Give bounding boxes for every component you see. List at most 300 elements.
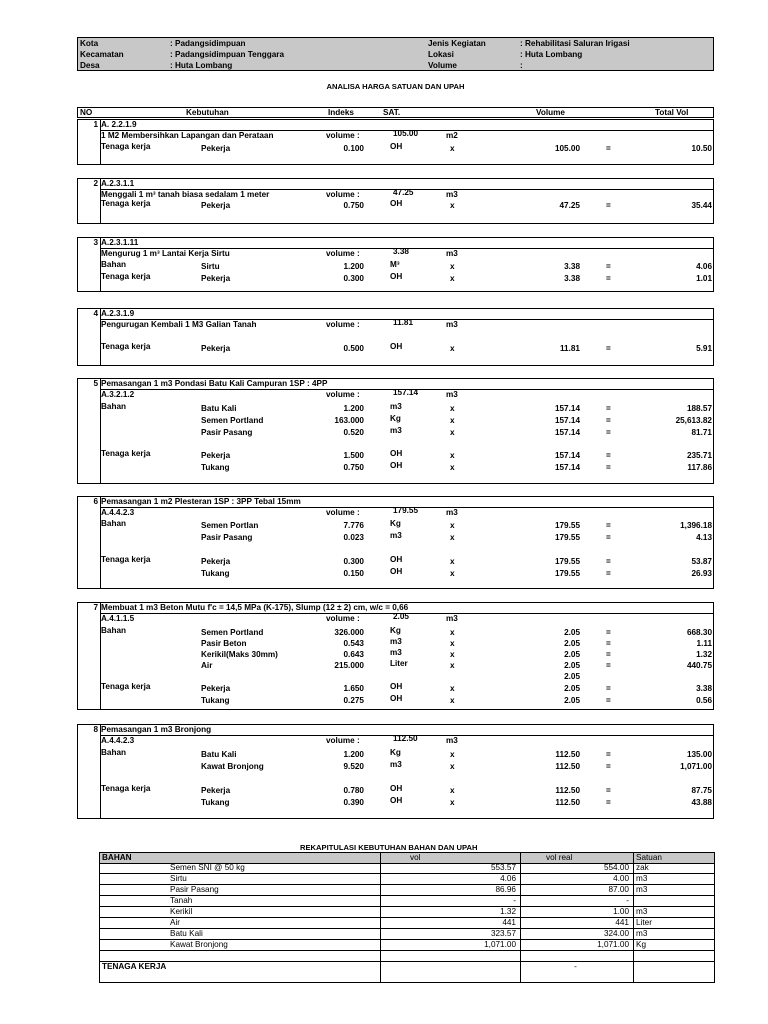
block-code: Membuat 1 m3 Beton Mutu f'c = 14,5 MPa (K-175), Slump (12 ± 2) cm, w/c = 0,66 bbox=[101, 603, 409, 612]
row-sat: m3 bbox=[390, 648, 402, 657]
volume-value: 47.25 bbox=[393, 188, 414, 197]
row-volume: 47.25 bbox=[559, 201, 580, 210]
col-volume: Volume bbox=[536, 108, 565, 117]
col-no: NO bbox=[80, 108, 93, 117]
row-sat: OH bbox=[390, 682, 403, 691]
recap-vol-real: 1.00 bbox=[613, 907, 629, 916]
row-item: Pekerja bbox=[201, 451, 231, 460]
row-x: x bbox=[450, 262, 455, 271]
row-equals: = bbox=[606, 628, 611, 637]
row-sat: Kg bbox=[390, 519, 401, 528]
row-index: 0.023 bbox=[343, 533, 364, 542]
volume-value: 11.81 bbox=[393, 318, 414, 327]
row-volume: 112.50 bbox=[555, 798, 580, 807]
recap-row bbox=[100, 940, 714, 951]
recap-satuan: m3 bbox=[636, 907, 648, 916]
recap-satuan: Liter bbox=[636, 918, 652, 927]
recap-head-volreal: vol real bbox=[546, 853, 573, 862]
column-header bbox=[77, 107, 714, 118]
label-jenis-kegiatan: Jenis Kegiatan bbox=[428, 39, 486, 48]
row-equals: = bbox=[606, 650, 611, 659]
row-total: 87.75 bbox=[691, 786, 712, 795]
row-equals: = bbox=[606, 463, 611, 472]
recap-row bbox=[100, 951, 714, 962]
label-kota: Kota bbox=[80, 39, 99, 48]
row-item: Kawat Bronjong bbox=[201, 762, 264, 771]
analysis-block-3 bbox=[77, 237, 714, 292]
row-index: 0.300 bbox=[343, 274, 364, 283]
row-volume: 179.55 bbox=[554, 533, 580, 542]
value-lokasi: : Huta Lombang bbox=[520, 50, 583, 59]
row-item: Pekerja bbox=[201, 684, 231, 693]
row-total: 1.32 bbox=[696, 650, 712, 659]
row-equals: = bbox=[606, 274, 611, 283]
block-name: 1 M2 Membersihkan Lapangan dan Perataan bbox=[101, 131, 274, 140]
row-x: x bbox=[450, 750, 455, 759]
row-sat: OH bbox=[390, 555, 403, 564]
header-row-kota bbox=[78, 38, 713, 49]
row-total: 53.87 bbox=[691, 557, 712, 566]
volume-unit: m3 bbox=[446, 249, 458, 258]
row-group: Bahan bbox=[101, 402, 127, 411]
row-group: Bahan bbox=[101, 626, 127, 635]
volume-value: 157.14 bbox=[393, 388, 419, 397]
block-number: 5 bbox=[93, 379, 98, 388]
row-sat: Kg bbox=[390, 748, 401, 757]
label-kecamatan: Kecamatan bbox=[80, 50, 124, 59]
row-total: 4.06 bbox=[696, 262, 712, 271]
block-number: 7 bbox=[93, 603, 98, 612]
row-x: x bbox=[450, 416, 455, 425]
row-item: Pekerja bbox=[201, 201, 231, 210]
volume-unit: m2 bbox=[446, 131, 458, 140]
recap-material: Pasir Pasang bbox=[170, 885, 219, 894]
volume-label: volume : bbox=[326, 390, 360, 399]
block-code: Pemasangan 1 m2 Plesteran 1SP : 3PP Tebal 15mm bbox=[101, 497, 301, 506]
row-equals: = bbox=[606, 416, 611, 425]
row-equals: = bbox=[606, 750, 611, 759]
volume-label: volume : bbox=[326, 320, 360, 329]
row-sat: OH bbox=[390, 694, 403, 703]
row-index: 9.520 bbox=[343, 762, 364, 771]
row-volume: 179.55 bbox=[554, 557, 580, 566]
row-volume: 2.05 bbox=[564, 639, 580, 648]
recap-row bbox=[100, 918, 714, 929]
project-info-header bbox=[77, 37, 714, 71]
row-x: x bbox=[450, 144, 455, 153]
row-total: 3.38 bbox=[696, 684, 712, 693]
row-volume: 112.50 bbox=[555, 750, 580, 759]
row-x: x bbox=[450, 639, 455, 648]
row-volume: 112.50 bbox=[555, 762, 580, 771]
volume-unit: m3 bbox=[446, 736, 458, 745]
block-code: A. 2.2.1.9 bbox=[101, 120, 137, 129]
row-volume: 112.50 bbox=[555, 786, 580, 795]
volume-unit: m3 bbox=[446, 614, 458, 623]
row-item: Pekerja bbox=[201, 144, 231, 153]
row-total: 440.75 bbox=[686, 661, 712, 670]
recap-vol-real: 4.00 bbox=[613, 874, 629, 883]
analysis-block-6 bbox=[77, 496, 714, 589]
row-item: Pasir Beton bbox=[201, 639, 247, 648]
recap-row bbox=[100, 929, 714, 940]
row-sat: OH bbox=[390, 796, 403, 805]
recap-vol: 323.57 bbox=[490, 929, 516, 938]
row-sat: m3 bbox=[390, 402, 402, 411]
value-jenis-kegiatan: : Rehabilitasi Saluran Irigasi bbox=[520, 39, 630, 48]
row-x: x bbox=[450, 569, 455, 578]
row-total: 1.01 bbox=[696, 274, 712, 283]
row-index: 0.500 bbox=[343, 344, 364, 353]
row-group: Tenaga kerja bbox=[101, 784, 151, 793]
volume-value: 3.38 bbox=[393, 247, 409, 256]
row-index: 0.750 bbox=[343, 463, 364, 472]
recap-row bbox=[100, 874, 714, 885]
row-item: Batu Kali bbox=[201, 404, 237, 413]
value-kecamatan: : Padangsidimpuan Tenggara bbox=[170, 50, 285, 59]
row-index: 1.200 bbox=[343, 750, 364, 759]
row-volume: 11.81 bbox=[559, 344, 580, 353]
block-name: A.3.2.1.2 bbox=[101, 390, 135, 399]
row-total: 1.11 bbox=[696, 639, 712, 648]
recap-vol: 1,071.00 bbox=[484, 940, 516, 949]
recap-row bbox=[100, 896, 714, 907]
row-item: Air bbox=[201, 661, 213, 670]
row-volume: 2.05 bbox=[564, 661, 580, 670]
row-x: x bbox=[450, 762, 455, 771]
volume-label: volume : bbox=[326, 508, 360, 517]
header-row-kecamatan bbox=[78, 49, 713, 60]
col-indeks: Indeks bbox=[328, 108, 354, 117]
value-desa: : Huta Lombang bbox=[170, 61, 233, 70]
row-index: 0.780 bbox=[343, 786, 364, 795]
row-volume: 2.05 bbox=[564, 684, 580, 693]
block-code: Pemasangan 1 m3 Bronjong bbox=[101, 725, 212, 734]
row-total: 235.71 bbox=[686, 451, 712, 460]
row-index: 0.100 bbox=[343, 144, 364, 153]
block-code: A.2.3.1.11 bbox=[101, 238, 139, 247]
volume-label: volume : bbox=[326, 736, 360, 745]
row-index: 0.750 bbox=[343, 201, 364, 210]
recap-row-tenaga-kerja bbox=[100, 962, 714, 973]
row-item: Semen Portlan bbox=[201, 521, 259, 530]
block-name: A.4.1.1.5 bbox=[101, 614, 135, 623]
row-volume: 2.05 bbox=[564, 696, 580, 705]
row-group: Tenaga kerja bbox=[101, 342, 151, 351]
analysis-block-5 bbox=[77, 378, 714, 484]
block-code: A.2.3.1.9 bbox=[101, 309, 135, 318]
row-volume: 157.14 bbox=[554, 428, 580, 437]
recap-head-vol: vol bbox=[410, 853, 421, 862]
analysis-block-4 bbox=[77, 308, 714, 366]
row-total: 10.50 bbox=[691, 144, 712, 153]
row-equals: = bbox=[606, 144, 611, 153]
row-total: 1,396.18 bbox=[680, 521, 712, 530]
row-x: x bbox=[450, 274, 455, 283]
recap-material: Tanah bbox=[170, 896, 193, 905]
row-group: Tenaga kerja bbox=[101, 199, 151, 208]
row-item: Pekerja bbox=[201, 786, 231, 795]
recap-tenaga-real: - bbox=[574, 962, 577, 971]
row-equals: = bbox=[606, 428, 611, 437]
row-sat: OH bbox=[390, 449, 403, 458]
row-total: 81.71 bbox=[691, 428, 712, 437]
block-number: 8 bbox=[93, 725, 98, 734]
row-sat: M³ bbox=[390, 260, 400, 269]
row-total: 1,071.00 bbox=[680, 762, 712, 771]
analysis-block-2 bbox=[77, 178, 714, 224]
volume-unit: m3 bbox=[446, 190, 458, 199]
row-group: Tenaga kerja bbox=[101, 449, 151, 458]
row-equals: = bbox=[606, 344, 611, 353]
volume-value: 2.05 bbox=[393, 612, 409, 621]
row-equals: = bbox=[606, 201, 611, 210]
row-x: x bbox=[450, 786, 455, 795]
block-name: Pengurugan Kembali 1 M3 Galian Tanah bbox=[101, 320, 257, 329]
row-item: Pasir Pasang bbox=[201, 428, 253, 437]
row-group: Bahan bbox=[101, 519, 127, 528]
analysis-block-1 bbox=[77, 119, 714, 165]
row-item: Tukang bbox=[201, 569, 230, 578]
col-total-vol: Total Vol bbox=[655, 108, 689, 117]
row-item: Semen Portland bbox=[201, 416, 264, 425]
row-x: x bbox=[450, 557, 455, 566]
block-name: A.4.4.2.3 bbox=[101, 508, 135, 517]
recap-satuan: zak bbox=[636, 863, 649, 872]
row-sat: OH bbox=[390, 142, 403, 151]
row-total: 43.88 bbox=[691, 798, 712, 807]
row-equals: = bbox=[606, 661, 611, 670]
row-equals: = bbox=[606, 533, 611, 542]
row-total: 0.56 bbox=[696, 696, 712, 705]
row-index: 0.643 bbox=[343, 650, 364, 659]
recap-row bbox=[100, 885, 714, 896]
volume-unit: m3 bbox=[446, 390, 458, 399]
recap-vol-real: 554.00 bbox=[603, 863, 629, 872]
block-number: 1 bbox=[93, 120, 98, 129]
row-x: x bbox=[450, 404, 455, 413]
row-index: 0.520 bbox=[343, 428, 364, 437]
volume-unit: m3 bbox=[446, 320, 458, 329]
row-index: 7.776 bbox=[343, 521, 364, 530]
row-sat: Kg bbox=[390, 414, 401, 423]
recap-vol: 1.32 bbox=[500, 907, 516, 916]
row-total: 35.44 bbox=[691, 201, 712, 210]
block-number: 6 bbox=[93, 497, 98, 506]
row-x: x bbox=[450, 428, 455, 437]
row-x: x bbox=[450, 696, 455, 705]
row-item: Semen Portland bbox=[201, 628, 264, 637]
row-volume: 157.14 bbox=[554, 451, 580, 460]
recap-satuan: m3 bbox=[636, 874, 648, 883]
row-item: Tukang bbox=[201, 696, 230, 705]
block-number: 2 bbox=[93, 179, 98, 188]
recap-vol-real: 441 bbox=[615, 918, 629, 927]
block-name: A.4.4.2.3 bbox=[101, 736, 135, 745]
recap-vol-real: 1,071.00 bbox=[597, 940, 629, 949]
block-code: A.2.3.1.1 bbox=[101, 179, 135, 188]
row-equals: = bbox=[606, 569, 611, 578]
row-x: x bbox=[450, 344, 455, 353]
row-volume: 157.14 bbox=[554, 463, 580, 472]
row-sat: OH bbox=[390, 567, 403, 576]
row-sat: OH bbox=[390, 342, 403, 351]
row-x: x bbox=[450, 463, 455, 472]
recap-material: Air bbox=[170, 918, 181, 927]
row-sat: Liter bbox=[390, 659, 408, 668]
row-group: Tenaga kerja bbox=[101, 142, 151, 151]
label-lokasi: Lokasi bbox=[428, 50, 454, 59]
recap-satuan: m3 bbox=[636, 885, 648, 894]
recap-material: Semen SNI @ 50 kg bbox=[170, 863, 245, 872]
volume-label: volume : bbox=[326, 190, 360, 199]
row-total: 26.93 bbox=[691, 569, 712, 578]
recap-material: Kerikil bbox=[170, 907, 193, 916]
row-total: 4.13 bbox=[696, 533, 712, 542]
row-x: x bbox=[450, 201, 455, 210]
row-x: x bbox=[450, 661, 455, 670]
row-item: Pekerja bbox=[201, 344, 231, 353]
value-kota: : Padangsidimpuan bbox=[170, 39, 246, 48]
row-x: x bbox=[450, 628, 455, 637]
col-sat: SAT. bbox=[383, 108, 401, 117]
recap-tenaga-label: TENAGA KERJA bbox=[102, 962, 167, 971]
block-number: 4 bbox=[93, 309, 98, 318]
row-equals: = bbox=[606, 521, 611, 530]
label-desa: Desa bbox=[80, 61, 100, 70]
analysis-block-8 bbox=[77, 724, 714, 819]
row-item: Pekerja bbox=[201, 557, 231, 566]
volume-unit: m3 bbox=[446, 508, 458, 517]
recap-vol: 553.57 bbox=[490, 863, 516, 872]
header-row-desa bbox=[78, 60, 713, 71]
row-total: 117.86 bbox=[687, 463, 712, 472]
row-volume: 2.05 bbox=[564, 628, 580, 637]
recap-row bbox=[100, 907, 714, 918]
row-index: 0.275 bbox=[343, 696, 364, 705]
row-equals: = bbox=[606, 798, 611, 807]
block-name: Mengurug 1 m³ Lantai Kerja Sirtu bbox=[101, 249, 230, 258]
row-index: 0.150 bbox=[343, 569, 364, 578]
row-total: 188.57 bbox=[686, 404, 712, 413]
row-index: 215.000 bbox=[334, 661, 364, 670]
volume-label: volume : bbox=[326, 614, 360, 623]
row-x: x bbox=[450, 451, 455, 460]
page-title: ANALISA HARGA SATUAN DAN UPAH bbox=[326, 82, 465, 91]
value-volume: : bbox=[520, 61, 523, 70]
row-index: 0.543 bbox=[343, 639, 364, 648]
volume-label: volume : bbox=[326, 249, 360, 258]
row-sat: m3 bbox=[390, 637, 402, 646]
block-number: 3 bbox=[93, 238, 98, 247]
recap-vol: - bbox=[513, 896, 516, 905]
row-equals: = bbox=[606, 404, 611, 413]
volume-value: 105.00 bbox=[393, 129, 419, 138]
row-index: 326.000 bbox=[334, 628, 364, 637]
row-sat: Kg bbox=[390, 626, 401, 635]
row-equals: = bbox=[606, 262, 611, 271]
row-index: 1.200 bbox=[343, 404, 364, 413]
row-item: Tukang bbox=[201, 463, 230, 472]
row-sat: OH bbox=[390, 272, 403, 281]
row-item: Batu Kali bbox=[201, 750, 237, 759]
row-equals: = bbox=[606, 696, 611, 705]
recap-satuan: Kg bbox=[636, 940, 647, 949]
row-total: 668.30 bbox=[686, 628, 712, 637]
row-equals: = bbox=[606, 639, 611, 648]
row-x: x bbox=[450, 521, 455, 530]
row-volume: 179.55 bbox=[554, 521, 580, 530]
row-equals: = bbox=[606, 786, 611, 795]
row-total: 135.00 bbox=[686, 750, 712, 759]
row-group: Tenaga kerja bbox=[101, 272, 151, 281]
recap-material: Batu Kali bbox=[170, 929, 203, 938]
recap-head-satuan: Satuan bbox=[636, 853, 662, 862]
col-kebutuhan: Kebutuhan bbox=[186, 108, 229, 117]
recap-head-bahan: BAHAN bbox=[102, 853, 132, 862]
recap-vol: 86.96 bbox=[495, 885, 516, 894]
recap-vol: 441 bbox=[502, 918, 516, 927]
row-total: 25,613.82 bbox=[675, 416, 712, 425]
row-index: 1.200 bbox=[343, 262, 364, 271]
row-index: 0.300 bbox=[343, 557, 364, 566]
row-equals: = bbox=[606, 762, 611, 771]
block-name: Menggali 1 m³ tanah biasa sedalam 1 meter bbox=[101, 190, 270, 199]
recap-satuan: m3 bbox=[636, 929, 648, 938]
row-sat: OH bbox=[390, 784, 403, 793]
row-sat: OH bbox=[390, 199, 403, 208]
row-index: 163.000 bbox=[334, 416, 364, 425]
row-item: Pekerja bbox=[201, 274, 231, 283]
recap-title: REKAPITULASI KEBUTUHAN BAHAN DAN UPAH bbox=[300, 843, 478, 852]
row-sat: m3 bbox=[390, 531, 402, 540]
volume-value: 112.50 bbox=[393, 734, 418, 743]
row-x: x bbox=[450, 533, 455, 542]
row-item: Tukang bbox=[201, 798, 230, 807]
row-volume: 157.14 bbox=[554, 404, 580, 413]
row-index: 1.500 bbox=[343, 451, 364, 460]
row-total: 5.91 bbox=[696, 344, 712, 353]
recap-vol-real: 324.00 bbox=[603, 929, 629, 938]
volume-label: volume : bbox=[326, 131, 360, 140]
row-volume: 179.55 bbox=[554, 569, 580, 578]
row-sat: m3 bbox=[390, 760, 402, 769]
volume-value: 179.55 bbox=[393, 506, 419, 515]
row-group: Tenaga kerja bbox=[101, 682, 151, 691]
recap-row bbox=[100, 863, 714, 874]
row-group: Tenaga kerja bbox=[101, 555, 151, 564]
row-index: 1.650 bbox=[343, 684, 364, 693]
row-sat: m3 bbox=[390, 426, 402, 435]
row-sat: OH bbox=[390, 461, 403, 470]
recap-vol-real: 87.00 bbox=[608, 885, 629, 894]
row-group: Bahan bbox=[101, 260, 127, 269]
row-x: x bbox=[450, 798, 455, 807]
row-x: x bbox=[450, 650, 455, 659]
row-volume: 157.14 bbox=[554, 416, 580, 425]
recap-material: Sirtu bbox=[170, 874, 187, 883]
recap-table bbox=[99, 852, 715, 983]
recap-vol-real: - bbox=[626, 896, 629, 905]
recap-vol: 4.06 bbox=[500, 874, 516, 883]
row-volume: 3.38 bbox=[564, 262, 580, 271]
row-equals: = bbox=[606, 557, 611, 566]
analysis-block-7 bbox=[77, 602, 714, 710]
row-equals: = bbox=[606, 451, 611, 460]
row-item: Kerikil(Maks 30mm) bbox=[201, 650, 278, 659]
row-group: Bahan bbox=[101, 748, 127, 757]
row-volume: 2.05 bbox=[564, 650, 580, 659]
